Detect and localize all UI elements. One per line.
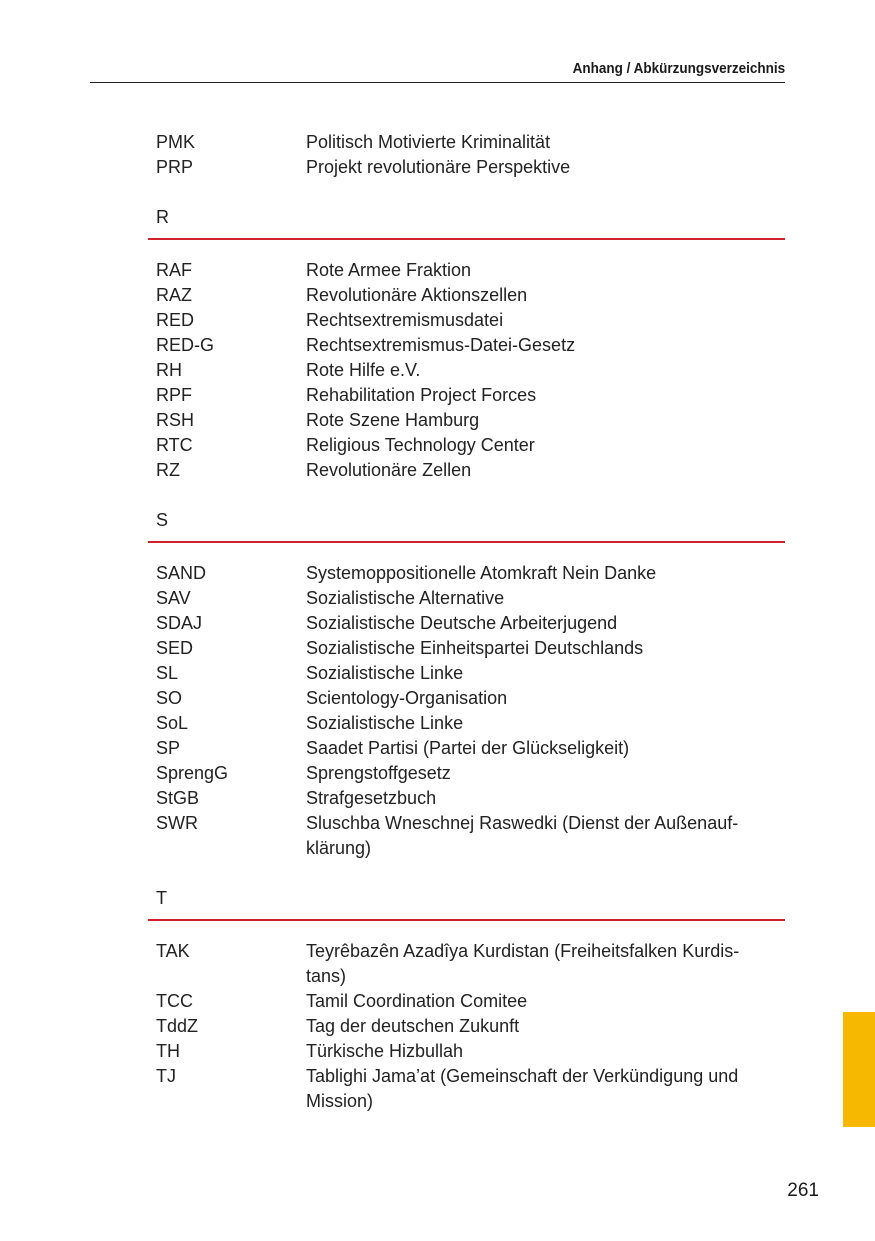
definition: Projekt revolutionäre Perspektive (306, 157, 571, 177)
abbreviation: TCC (156, 991, 193, 1011)
abbreviation: RZ (156, 460, 180, 480)
list-item (156, 989, 786, 1014)
definition: Systemoppositionelle Atomkraft Nein Danke (306, 563, 657, 583)
list-item (156, 283, 786, 308)
list-item (156, 1014, 786, 1039)
definition: Sozialistische Linke (306, 663, 464, 683)
list-item (156, 155, 786, 180)
definition: Rechtsextremismusdatei (306, 310, 504, 330)
list-item (156, 130, 786, 155)
definition: Strafgesetzbuch (306, 788, 437, 808)
definition-line: tans) (306, 966, 347, 986)
abbreviation: SL (156, 663, 179, 683)
abbreviation: TAK (156, 941, 190, 961)
definition: Scientology-Organisation (306, 688, 508, 708)
abbreviation: SAV (156, 588, 191, 608)
definition: Sprengstoffgesetz (306, 763, 451, 783)
section-rule (148, 541, 785, 543)
list-item (156, 711, 786, 736)
definition: Saadet Partisi (Partei der Glückseligkeit) (306, 738, 630, 758)
list-item (156, 1039, 786, 1064)
definition (306, 939, 786, 989)
definition: Rote Szene Hamburg (306, 410, 480, 430)
definition: Sozialistische Deutsche Arbeiterjugend (306, 613, 618, 633)
definition-line: Mission) (306, 1091, 374, 1111)
abbreviation: PRP (156, 157, 194, 177)
list-item (156, 408, 786, 433)
abbreviation: StGB (156, 788, 200, 808)
abbreviation: SWR (156, 813, 198, 833)
list-item (156, 1064, 786, 1114)
abbreviation: RAF (156, 260, 192, 280)
list-item (156, 433, 786, 458)
list-item (156, 561, 786, 586)
definition (306, 811, 786, 861)
list-item (156, 661, 786, 686)
list-item (156, 383, 786, 408)
list-item (156, 786, 786, 811)
definition-line: Teyrêbazên Azadîya Kurdistan (Freiheitsfalken Kurdis- (306, 941, 740, 961)
abbreviation: TJ (156, 1066, 176, 1086)
abbreviation: SO (156, 688, 183, 708)
definition: Sozialistische Einheitspartei Deutschlands (306, 638, 644, 658)
definition: Religious Technology Center (306, 435, 535, 455)
section-letter-r: R (156, 207, 169, 227)
abbreviation: RTC (156, 435, 193, 455)
definition (306, 1064, 786, 1114)
definition: Tag der deutschen Zukunft (306, 1016, 520, 1036)
page-number: 261 (787, 1180, 819, 1201)
definition: Rehabilitation Project Forces (306, 385, 537, 405)
abbreviation: RPF (156, 385, 192, 405)
definition: Tamil Coordination Comitee (306, 991, 528, 1011)
section-letter-t: T (156, 888, 167, 908)
definition: Rote Armee Fraktion (306, 260, 472, 280)
abbreviation-list (156, 130, 786, 1114)
list-item (156, 308, 786, 333)
list-item (156, 939, 786, 989)
list-item (156, 686, 786, 711)
abbreviation: SprengG (156, 763, 229, 783)
definition-line: Sluschba Wneschnej Raswedki (Dienst der Außenauf- (306, 813, 739, 833)
section-rule (148, 238, 785, 240)
list-item (156, 811, 786, 861)
abbreviation: SAND (156, 563, 207, 583)
definition: Sozialistische Alternative (306, 588, 505, 608)
header-rule (90, 82, 785, 83)
definition-line: klärung) (306, 838, 372, 858)
list-item (156, 586, 786, 611)
list-item (156, 736, 786, 761)
abbreviation: RED (156, 310, 195, 330)
list-item (156, 636, 786, 661)
definition: Rote Hilfe e.V. (306, 360, 421, 380)
abbreviation: RED-G (156, 335, 214, 355)
definition: Türkische Hizbullah (306, 1041, 464, 1061)
abbreviation: TH (156, 1041, 180, 1061)
running-header: Anhang / Abkürzungsverzeichnis (572, 60, 785, 77)
section-rule (148, 919, 785, 921)
abbreviation: RAZ (156, 285, 192, 305)
abbreviation: SED (156, 638, 194, 658)
list-item (156, 611, 786, 636)
list-item (156, 761, 786, 786)
abbreviation: SoL (156, 713, 189, 733)
chapter-thumb-tab (843, 1012, 875, 1127)
abbreviation: SP (156, 738, 181, 758)
definition-line: Tablighi Jama’at (Gemeinschaft der Verkündigung und (306, 1066, 739, 1086)
list-item (156, 333, 786, 358)
definition: Revolutionäre Aktionszellen (306, 285, 528, 305)
list-item (156, 458, 786, 483)
abbreviation: RSH (156, 410, 195, 430)
list-item (156, 358, 786, 383)
definition: Revolutionäre Zellen (306, 460, 472, 480)
section-letter-s: S (156, 510, 169, 530)
abbreviation: TddZ (156, 1016, 199, 1036)
definition: Rechtsextremismus-Datei-Gesetz (306, 335, 576, 355)
abbreviation: RH (156, 360, 182, 380)
abbreviation: PMK (156, 132, 196, 152)
definition: Politisch Motivierte Kriminalität (306, 132, 551, 152)
list-item (156, 258, 786, 283)
definition: Sozialistische Linke (306, 713, 464, 733)
abbreviation: SDAJ (156, 613, 203, 633)
